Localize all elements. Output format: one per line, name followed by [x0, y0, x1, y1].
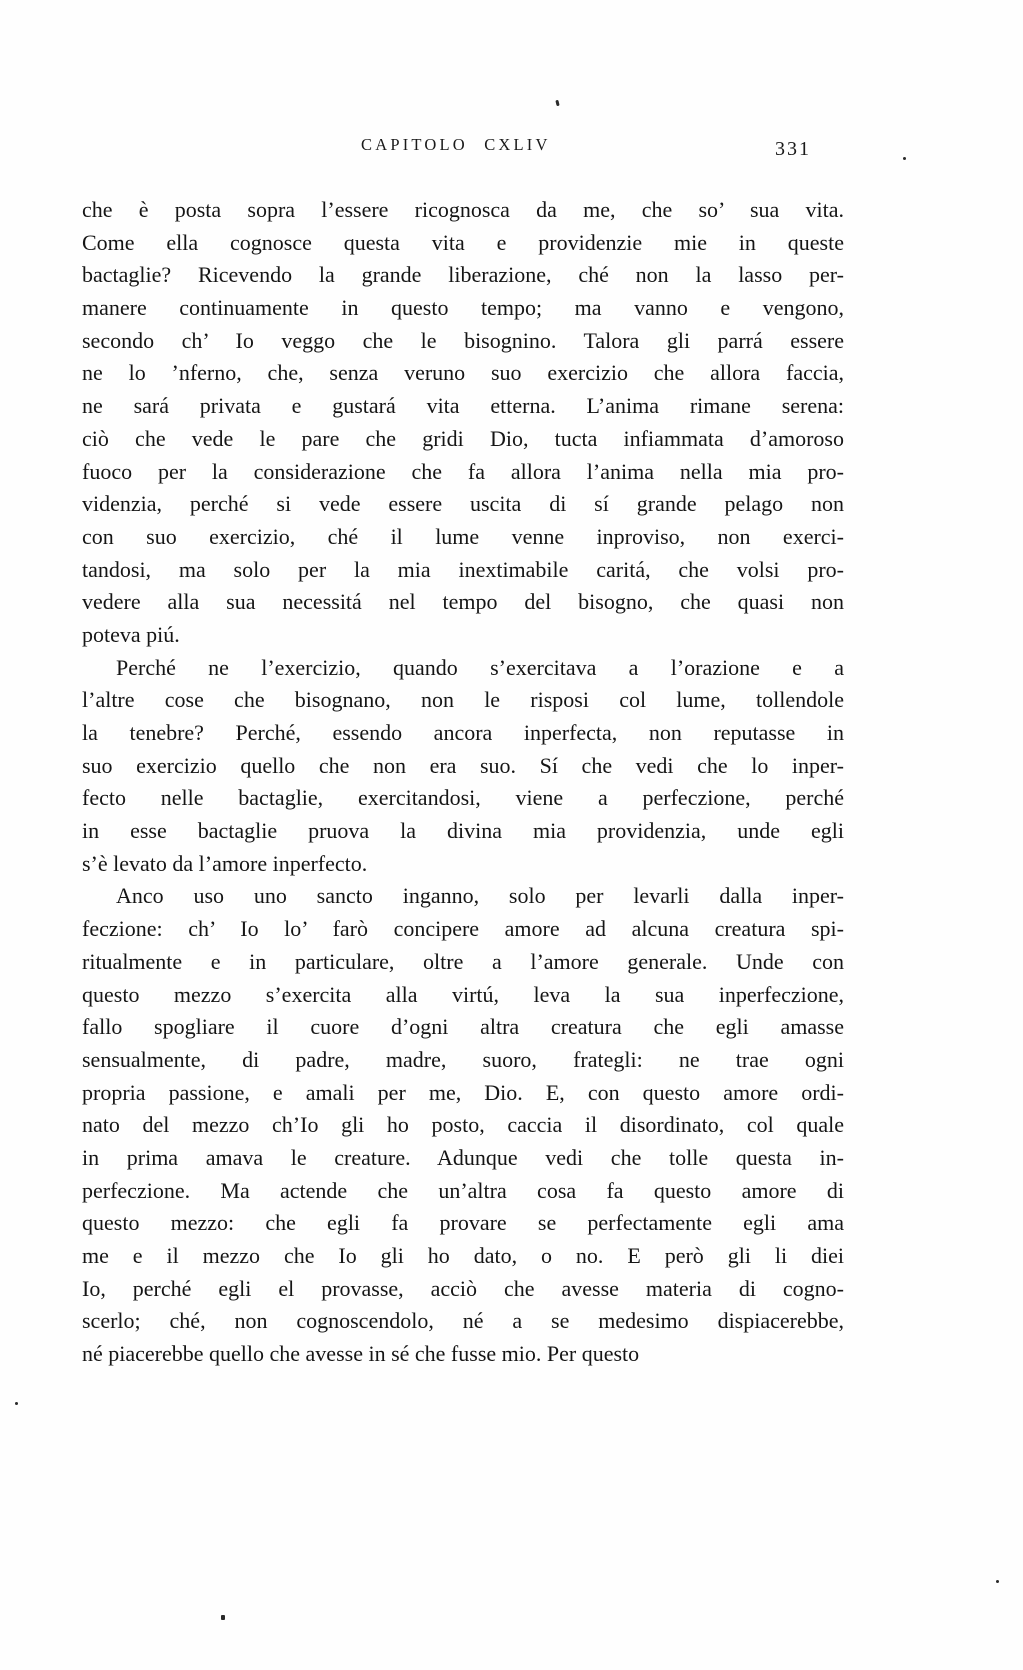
text-line: sensualmente, di padre, madre, suoro, frategli: ne trae ogni — [82, 1046, 844, 1072]
text-line: con suo exercizio, ché il lume venne inproviso, non exerci- — [82, 523, 844, 549]
text-line: questo mezzo: che egli fa provare se perfectamente egli ama — [82, 1210, 844, 1236]
text-line: scerlo; ché, non cognoscendolo, né a se medesimo dispiacerebbe, — [82, 1308, 844, 1334]
text-line: che è posta sopra l’essere ricognosca da me, che so’ sua vita. — [82, 197, 844, 222]
text-line: vedere alla sua necessitá nel tempo del bisogno, che quasi non — [82, 589, 844, 615]
text-line: ne lo ’nferno, che, senza veruno suo exercizio che allora faccia, — [82, 360, 844, 386]
text-line: manere continuamente in questo tempo; ma vanno e vengono, — [82, 295, 844, 321]
text-line-paragraph-end: poteva piú. — [82, 621, 180, 647]
text-line: ciò che vede le pare che gridi Dio, tucta infiammata d’amoroso — [82, 425, 844, 451]
text-line: nato del mezzo ch’Io gli ho posto, caccia il disordinato, col quale — [82, 1112, 844, 1138]
text-line: tandosi, ma solo per la mia inextimabile caritá, che volsi pro- — [82, 556, 844, 582]
page-text — [82, 194, 844, 1371]
text-line: la tenebre? Perché, essendo ancora inperfecta, non reputasse in — [82, 720, 844, 745]
text-line: in prima amava le creature. Adunque vedi che tolle questa in- — [82, 1144, 844, 1170]
page-number: 331 — [775, 138, 811, 160]
text-line: ne sará privata e gustará vita etterna. L’anima rimane serena: — [82, 393, 844, 419]
text-line-paragraph-start: Perché ne l’exercizio, quando s’exercitava a l’orazione e a — [116, 654, 844, 680]
text-line: videnzia, perché si vede essere uscita di sí grande pelago non — [82, 491, 844, 517]
text-line: in esse bactaglie pruova la divina mia providenzia, unde egli — [82, 818, 844, 844]
text-line: ritualmente e in particulare, oltre a l’amore generale. Unde con — [82, 948, 844, 974]
text-line: feczione: ch’ Io lo’ farò concipere amore ad alcuna creatura spi- — [82, 916, 844, 942]
chapter-heading: CAPITOLO CXLIV — [361, 135, 551, 154]
scan-speck — [15, 1402, 18, 1405]
text-line: fecto nelle bactaglie, exercitandosi, viene a perfeczione, perché — [82, 785, 844, 811]
text-line: Io, perché egli el provasse, acciò che avesse materia di cogno- — [82, 1275, 844, 1301]
text-line: questo mezzo s’exercita alla virtú, leva la sua inperfeczione, — [82, 981, 844, 1007]
text-line: fuoco per la considerazione che fa allora l’anima nella mia pro- — [82, 458, 844, 484]
text-line: suo exercizio quello che non era suo. Sí che vedi che lo inper- — [82, 752, 844, 778]
scan-speck — [221, 1615, 225, 1620]
scan-speck — [903, 157, 906, 160]
text-line: l’altre cose che bisognano, non le risposi col lume, tollendole — [82, 687, 844, 713]
text-line: me e il mezzo che Io gli ho dato, o no. E però gli li diei — [82, 1243, 844, 1268]
text-line-paragraph-end: né piacerebbe quello che avesse in sé che fusse mio. Per questo — [82, 1341, 640, 1367]
text-line: secondo ch’ Io veggo che le bisognino. Talora gli parrá essere — [82, 327, 844, 353]
text-line: fallo spogliare il cuore d’ogni altra creatura che egli amasse — [82, 1014, 844, 1040]
text-line-paragraph-end: s’è levato da l’amore inperfecto. — [82, 850, 368, 876]
scan-speck — [555, 100, 559, 107]
scan-speck — [996, 1580, 999, 1583]
text-line-paragraph-start: Anco uso uno sancto inganno, solo per levarli dalla inper- — [116, 883, 844, 909]
text-line: propria passione, e amali per me, Dio. E, con questo amore ordi- — [82, 1079, 844, 1105]
text-line: Come ella cognosce questa vita e providenzie mie in queste — [82, 229, 844, 255]
text-line: bactaglie? Ricevendo la grande liberazione, ché non la lasso per- — [82, 262, 844, 288]
text-line: perfeczione. Ma actende che un’altra cosa fa questo amore di — [82, 1177, 844, 1203]
